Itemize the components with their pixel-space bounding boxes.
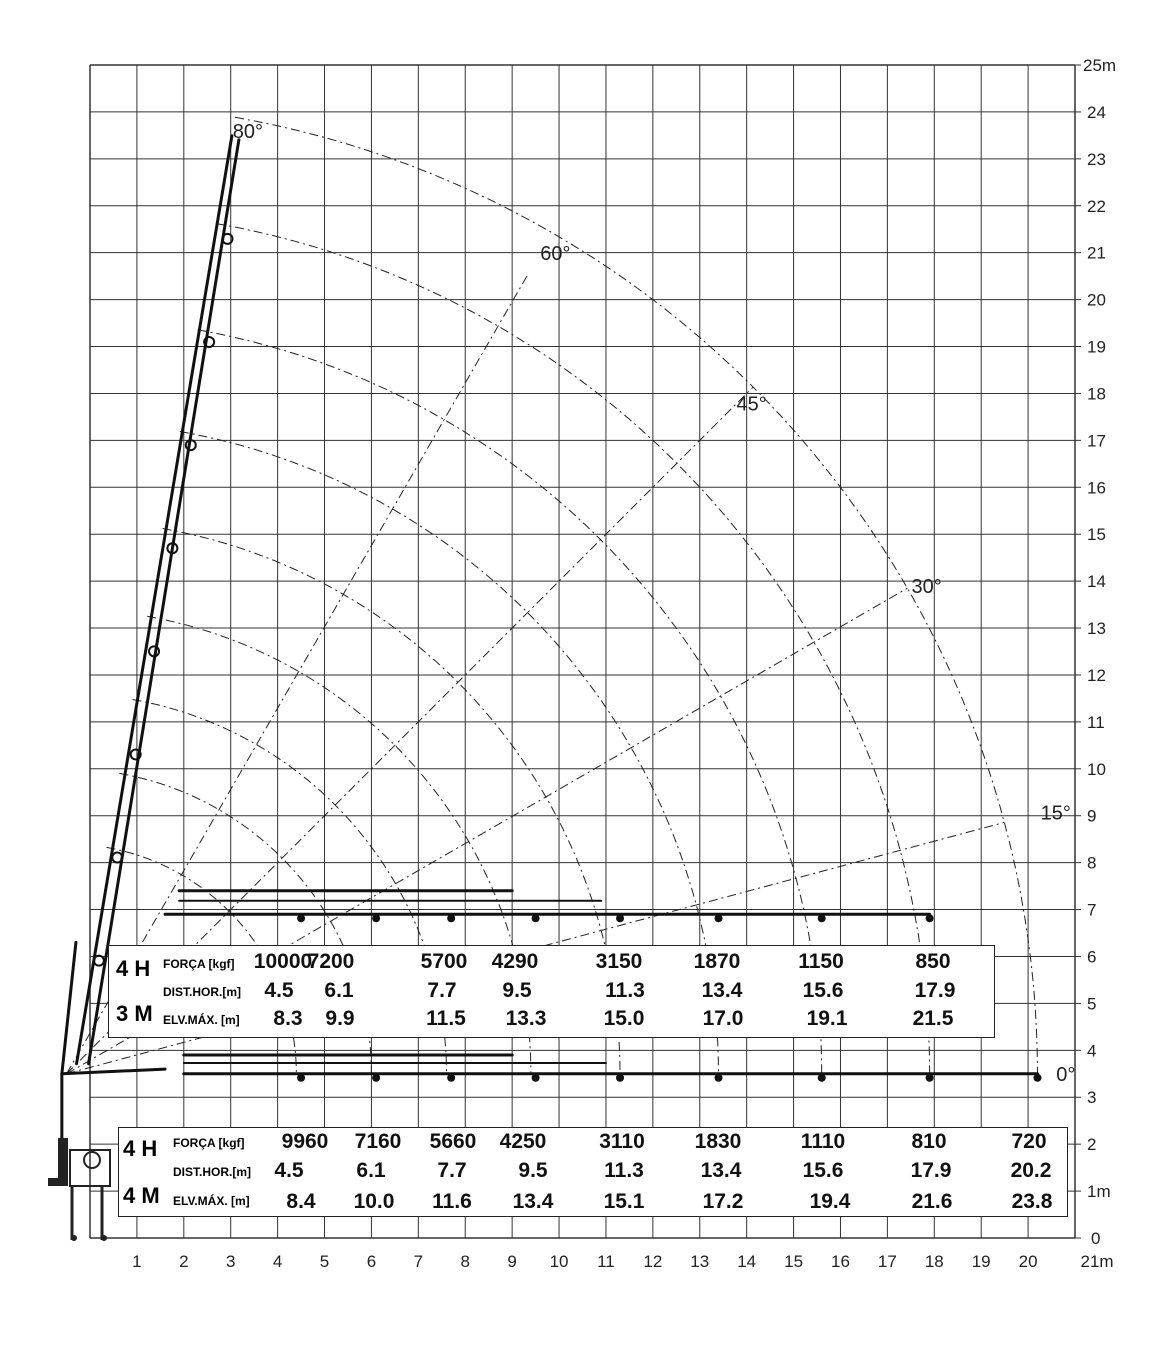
hook-point — [447, 914, 455, 922]
x-tick-label: 3 — [225, 1252, 236, 1271]
elevation-value: 10.0 — [353, 1190, 395, 1213]
force-value: 1870 — [693, 950, 741, 973]
y-tick-label: 1m — [1087, 1182, 1111, 1202]
y-tick-label: 14 — [1087, 572, 1106, 592]
hook-point — [616, 914, 624, 922]
y-tick-label: 16 — [1087, 478, 1106, 498]
hook-point — [818, 914, 826, 922]
x-tick-label: 8 — [460, 1252, 470, 1271]
load-table-upper — [108, 945, 995, 1038]
x-tick-label: 9 — [507, 1252, 517, 1271]
x-tick-label: 10 — [549, 1252, 569, 1271]
row-label-force: FORÇA [kgf] — [163, 957, 235, 971]
distance-value: 17.9 — [910, 1159, 952, 1182]
elevation-value: 19.1 — [806, 1007, 848, 1030]
x-tick-label: 19 — [971, 1252, 991, 1271]
y-tick-label: 5 — [1087, 994, 1097, 1014]
reach-arcs — [107, 117, 1038, 1074]
inner-boom — [62, 942, 76, 1073]
force-value: 10000 — [253, 950, 313, 973]
x-tick-label: 18 — [924, 1252, 944, 1271]
x-tick-label: 2 — [179, 1252, 189, 1271]
y-tick-label: 18 — [1087, 384, 1106, 404]
hook-point — [297, 914, 305, 922]
y-tick-label: 9 — [1087, 806, 1097, 826]
force-value: 1830 — [694, 1130, 742, 1153]
hook-point — [532, 914, 540, 922]
y-tick-label: 6 — [1087, 947, 1097, 967]
angle-label: 30° — [911, 575, 942, 598]
hook-point — [715, 914, 723, 922]
boom-80-deg — [77, 136, 232, 1064]
distance-value: 9.5 — [502, 979, 532, 1002]
elevation-value: 19.4 — [809, 1190, 851, 1213]
elevation-value: 9.9 — [325, 1007, 355, 1030]
y-tick-label: 17 — [1087, 431, 1106, 451]
hook-point — [372, 914, 380, 922]
elevation-value: 11.6 — [432, 1190, 472, 1213]
force-value: 5700 — [420, 950, 468, 973]
x-tick-label: 11 — [597, 1252, 615, 1271]
distance-value: 13.4 — [700, 1159, 742, 1182]
distance-value: 4.5 — [274, 1159, 304, 1182]
x-tick-label: 7 — [413, 1252, 424, 1271]
hook-point — [1033, 1074, 1041, 1082]
x-tick-label: 17 — [877, 1252, 897, 1271]
force-value: 1150 — [798, 950, 844, 973]
angle-label: 80° — [232, 121, 263, 144]
y-tick-label: 22 — [1087, 196, 1106, 216]
angle-label: 60° — [540, 242, 571, 265]
elevation-value: 23.8 — [1011, 1190, 1053, 1213]
distance-value: 4.5 — [264, 979, 294, 1002]
force-value: 850 — [915, 950, 951, 973]
elevation-value: 21.5 — [912, 1007, 954, 1030]
elevation-value: 17.0 — [702, 1007, 744, 1030]
distance-value: 13.4 — [701, 979, 743, 1002]
distance-value: 6.1 — [356, 1159, 386, 1182]
y-tick-label: 13 — [1087, 619, 1106, 639]
distance-value: 9.5 — [518, 1159, 548, 1182]
hook-point — [616, 1074, 624, 1082]
elevation-value: 8.4 — [286, 1190, 316, 1213]
boom-80-deg — [89, 140, 239, 1064]
elevation-value: 15.1 — [603, 1190, 645, 1213]
row-label-elevation: ELV.MÁX. [m] — [173, 1194, 250, 1208]
zero-label: 0 — [1091, 1229, 1101, 1248]
hook-point — [926, 1074, 934, 1082]
row-label-force: FORÇA [kgf] — [173, 1136, 245, 1150]
force-value: 7200 — [307, 950, 355, 973]
truck-base — [48, 1138, 110, 1241]
y-tick-label: 10 — [1087, 759, 1106, 779]
y-tick-label: 3 — [1087, 1088, 1097, 1108]
y-tick-label: 19 — [1087, 337, 1106, 357]
force-value: 1110 — [800, 1130, 846, 1153]
force-value: 3150 — [595, 950, 643, 973]
elevation-value: 21.6 — [911, 1190, 953, 1213]
distance-value: 17.9 — [914, 979, 956, 1002]
distance-value: 7.7 — [437, 1159, 467, 1182]
x-tick-label: 20 — [1018, 1252, 1038, 1271]
config-label-extensions: 3 M — [116, 1001, 153, 1026]
elevation-value: 15.0 — [603, 1007, 645, 1030]
force-value: 3110 — [599, 1130, 645, 1153]
hook-point — [297, 1074, 305, 1082]
force-value: 9960 — [281, 1130, 329, 1153]
force-value: 4290 — [491, 950, 539, 973]
load-table-lower — [118, 1127, 1068, 1217]
axis-labels — [132, 56, 1116, 1271]
angle-label: 0° — [1056, 1063, 1076, 1086]
x-tick-label: 1 — [132, 1252, 142, 1271]
y-tick-label: 23 — [1087, 149, 1106, 169]
y-tick-label: 15 — [1087, 525, 1106, 545]
elevation-value: 17.2 — [702, 1190, 744, 1213]
distance-value: 6.1 — [324, 979, 354, 1002]
elevation-value: 11.5 — [426, 1007, 466, 1030]
hook-point — [372, 1074, 380, 1082]
hook-point — [715, 1074, 723, 1082]
x-tick-label: 14 — [737, 1252, 757, 1271]
row-label-distance: DIST.HOR.[m] — [163, 985, 241, 999]
elevation-value: 8.3 — [273, 1007, 303, 1030]
y-tick-label: 2 — [1087, 1135, 1097, 1155]
y-axis-end-label: 25m — [1083, 56, 1117, 75]
force-value: 720 — [1011, 1130, 1047, 1153]
force-value: 4250 — [499, 1130, 547, 1153]
x-tick-label: 5 — [319, 1252, 330, 1271]
hook-point — [447, 1074, 455, 1082]
y-tick-label: 20 — [1087, 290, 1106, 310]
y-tick-label: 24 — [1087, 102, 1106, 122]
y-tick-label: 8 — [1087, 853, 1097, 873]
distance-value: 11.3 — [604, 1159, 644, 1182]
x-tick-label: 16 — [831, 1252, 850, 1271]
distance-value: 20.2 — [1010, 1159, 1052, 1182]
boom-joint — [94, 956, 104, 966]
angle-label: 15° — [1040, 802, 1071, 825]
x-tick-label: 13 — [690, 1252, 710, 1271]
distance-value: 15.6 — [802, 1159, 844, 1182]
x-tick-label: 4 — [272, 1252, 283, 1271]
distance-value: 7.7 — [427, 979, 457, 1002]
elevation-value: 13.3 — [505, 1007, 547, 1030]
x-tick-label: 12 — [643, 1252, 663, 1271]
config-label-hooks: 4 H — [123, 1136, 158, 1161]
x-tick-label: 15 — [784, 1252, 804, 1271]
y-tick-label: 12 — [1087, 665, 1106, 685]
config-label-extensions: 4 M — [123, 1183, 160, 1208]
angle-label: 45° — [736, 393, 767, 416]
row-label-elevation: ELV.MÁX. [m] — [163, 1013, 240, 1027]
y-tick-label: 7 — [1087, 900, 1097, 920]
y-tick-label: 4 — [1087, 1041, 1097, 1061]
hook-point — [926, 914, 934, 922]
hook-point — [818, 1074, 826, 1082]
x-tick-label: 6 — [366, 1252, 377, 1271]
y-tick-label: 21 — [1087, 243, 1106, 263]
hook-point — [532, 1074, 540, 1082]
config-label-hooks: 4 H — [116, 956, 151, 981]
distance-value: 11.3 — [605, 979, 645, 1002]
force-value: 5660 — [429, 1130, 477, 1153]
row-label-distance: DIST.HOR.[m] — [173, 1165, 251, 1179]
y-tick-label: 11 — [1087, 712, 1105, 732]
distance-value: 15.6 — [802, 979, 844, 1002]
force-value: 810 — [911, 1130, 947, 1153]
force-value: 7160 — [354, 1130, 402, 1153]
x-axis-end-label: 21m — [1080, 1252, 1114, 1271]
elevation-value: 13.4 — [512, 1190, 554, 1213]
inner-boom — [62, 1069, 165, 1074]
